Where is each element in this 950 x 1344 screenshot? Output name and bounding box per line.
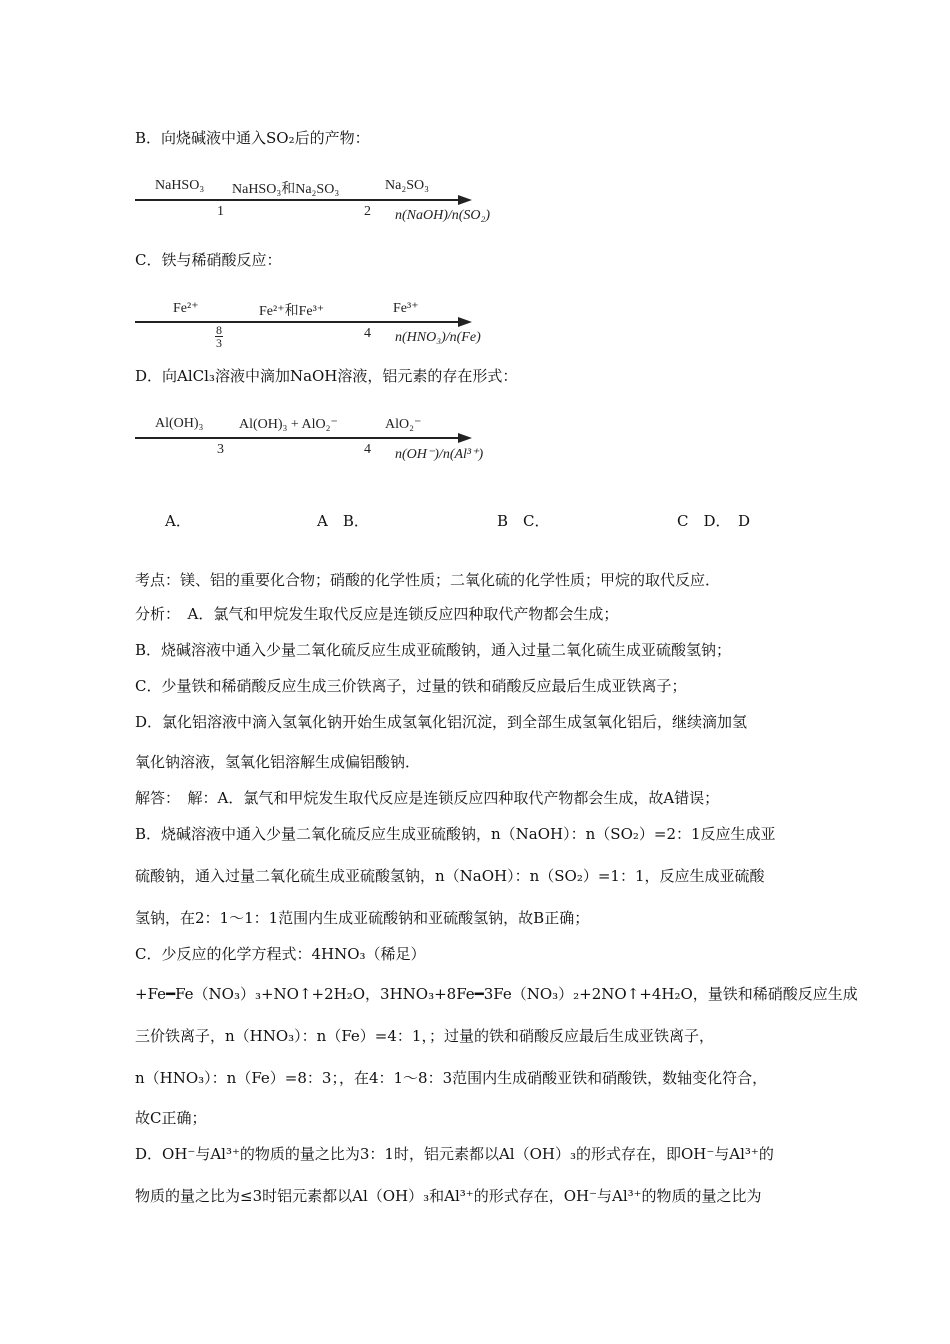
axis-b-label-1: NaHSO₃ xyxy=(155,178,205,193)
fraction-denominator: 3 xyxy=(216,336,222,350)
solution-line-6: +Fe━Fe（NO₃）₃+NO↑+2H₂O，3HNO₃+8Fe━3Fe（NO₃）₂+2NO↑+4H₂O，量铁和稀硝酸反应生成 xyxy=(135,985,858,1003)
axis-d-label-3: AlO₂⁻ xyxy=(385,417,422,432)
arrow-right-icon xyxy=(458,433,472,443)
solution-line-11: 物质的量之比为≤3时铝元素都以Al（OH）₃和Al³⁺的形式存在，OH⁻与Al³⁺的物质的量之比为 xyxy=(135,1187,762,1205)
axis-d-line xyxy=(135,437,460,439)
solution-line-1: 解答： 解：A．氯气和甲烷发生取代反应是连锁反应四种取代产物都会生成，故A错误； xyxy=(135,789,720,807)
section-c-title: C．铁与稀硝酸反应： xyxy=(135,251,282,269)
option-c: B C． xyxy=(497,512,550,530)
axis-c-line xyxy=(135,321,460,323)
arrow-right-icon xyxy=(458,317,472,327)
axis-c-label-3: Fe³⁺ xyxy=(393,301,419,316)
solution-line-7: 三价铁离子，n（HNO₃）：n（Fe）=4：1，；过量的铁和硝酸反应最后生成亚铁离子， xyxy=(135,1027,714,1045)
axis-b-line xyxy=(135,199,460,201)
axis-d-label-1: Al(OH)₃ xyxy=(155,416,204,431)
axis-c-label-1: Fe²⁺ xyxy=(173,301,199,316)
arrow-right-icon xyxy=(458,195,472,205)
axis-b-variable: n(NaOH)/n(SO₂) xyxy=(395,208,491,223)
analysis-line-6: 氧化钠溶液，氢氧化铝溶解生成偏铝酸钠． xyxy=(135,753,421,771)
axis-c-label-2: Fe²⁺和Fe³⁺ xyxy=(259,304,325,319)
analysis-line-3: B．烧碱溶液中通入少量二氧化硫反应生成亚硫酸钠，通入过量二氧化硫生成亚硫酸氢钠； xyxy=(135,641,732,659)
fraction-numerator: 8 xyxy=(216,323,222,337)
solution-line-4: 氢钠，在2：1～1：1范围内生成亚硫酸钠和亚硫酸氢钠，故B正确； xyxy=(135,909,590,927)
analysis-line-4: C．少量铁和稀硝酸反应生成三价铁离子，过量的铁和硝酸反应最后生成亚铁离子； xyxy=(135,677,687,695)
section-d-title: D．向AlCl₃溶液中滴加NaOH溶液，铝元素的存在形式： xyxy=(135,367,518,385)
solution-line-9: 故C正确； xyxy=(135,1109,207,1127)
analysis-line-1: 考点：镁、铝的重要化合物；硝酸的化学性质；二氧化硫的化学性质；甲烷的取代反应． xyxy=(135,571,721,589)
axis-d-label-2: Al(OH)₃ + AlO₂⁻ xyxy=(239,417,338,432)
axis-b-tick-2: 2 xyxy=(364,204,371,219)
number-line-c xyxy=(135,298,515,358)
axis-b-label-3: Na₂SO₃ xyxy=(385,178,429,193)
section-b-title: B．向烧碱液中通入SO₂后的产物： xyxy=(135,129,370,147)
solution-line-2: B．烧碱溶液中通入少量二氧化硫反应生成亚硫酸钠，n（NaOH）：n（SO₂）=2：1反应生成亚 xyxy=(135,825,776,843)
axis-c-tick-2: 4 xyxy=(364,326,371,341)
solution-line-10: D．OH⁻与Al³⁺的物质的量之比为3：1时，铝元素都以Al（OH）₃的形式存在，即OH⁻与Al³⁺的 xyxy=(135,1145,774,1163)
number-line-b xyxy=(135,176,515,236)
axis-d-variable: n(OH⁻)/n(Al³⁺) xyxy=(395,447,484,462)
solution-line-5: C．少反应的化学方程式：4HNO₃（稀足） xyxy=(135,945,426,963)
solution-line-3: 硫酸钠，通入过量二氧化硫生成亚硫酸氢钠，n（NaOH）：n（SO₂）=1：1，反应生成亚硫酸 xyxy=(135,867,765,885)
axis-d-tick-2: 4 xyxy=(364,442,371,457)
analysis-line-5: D．氯化铝溶液中滴入氢氧化钠开始生成氢氧化铝沉淀，到全部生成氢氧化铝后，继续滴加氢 xyxy=(135,713,748,731)
option-a: A． xyxy=(165,512,191,530)
axis-c-variable: n(HNO₃)/n(Fe) xyxy=(395,330,481,345)
option-d: C D． D xyxy=(677,512,751,530)
axis-b-tick-1: 1 xyxy=(217,204,224,219)
solution-line-8: n（HNO₃）：n（Fe）=8：3；，在4：1～8：3范围内生成硝酸亚铁和硝酸铁，数轴变化符合， xyxy=(135,1069,768,1087)
number-line-d xyxy=(135,414,515,474)
option-b: A B． xyxy=(317,512,369,530)
axis-d-tick-1: 3 xyxy=(217,442,224,457)
analysis-line-2: 分析： A．氯气和甲烷发生取代反应是连锁反应四种取代产物都会生成； xyxy=(135,605,619,623)
axis-c-tick-fraction xyxy=(215,324,223,349)
axis-b-label-2: NaHSO₃和Na₂SO₃ xyxy=(232,182,340,197)
